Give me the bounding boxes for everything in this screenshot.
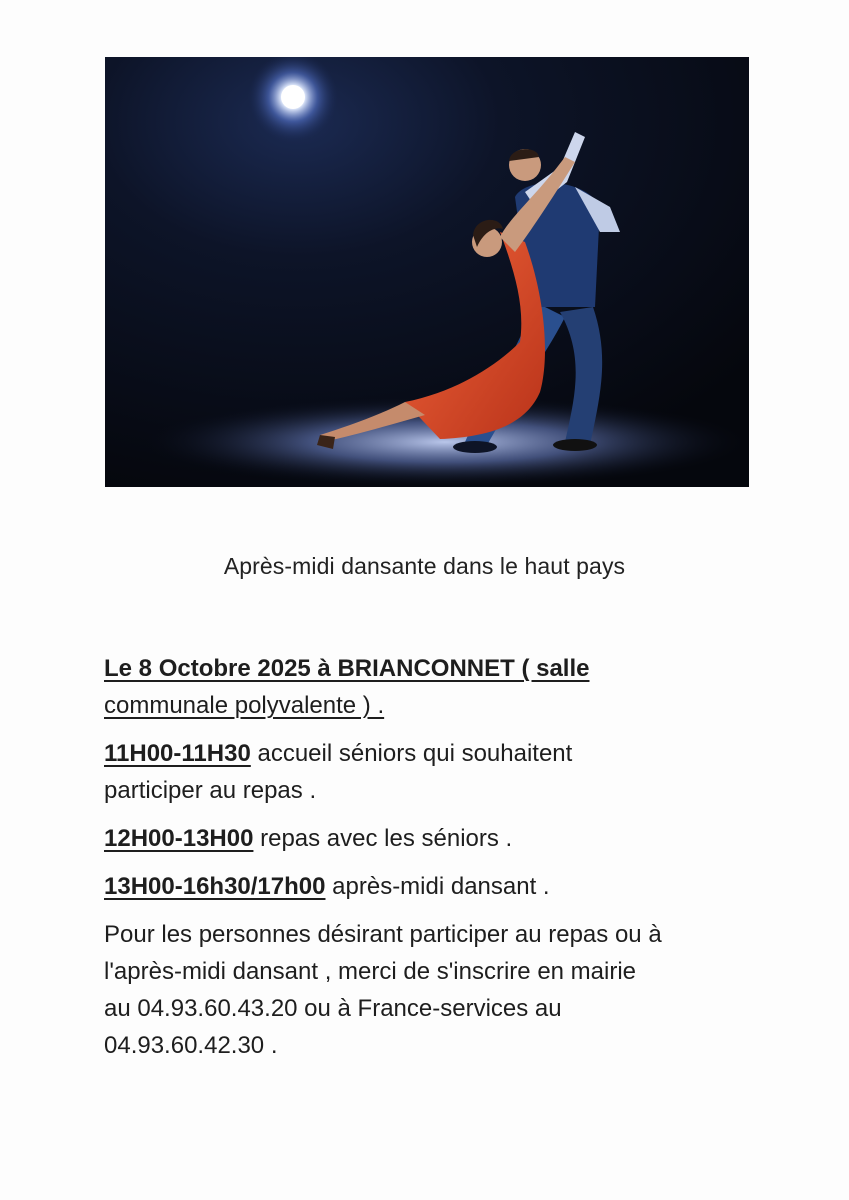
schedule-time: 13H00-16h30/17h00: [104, 873, 326, 900]
event-date: Le 8 Octobre 2025 à BRIANCONNET ( salle: [104, 655, 590, 682]
schedule-item: [104, 868, 794, 905]
schedule-time: 11H00-11H30: [104, 740, 251, 767]
contact-line: l'après-midi dansant , merci de s'inscrire en mairie: [104, 958, 637, 985]
schedule-item: [104, 735, 794, 809]
schedule-desc: repas avec les séniors .: [253, 825, 513, 852]
event-caption: Après-midi dansante dans le haut pays: [223, 553, 626, 579]
schedule-time: 12H00-13H00: [104, 825, 254, 852]
contact-info: [104, 916, 794, 1064]
schedule-item: [104, 820, 794, 857]
contact-line: Pour les personnes désirant participer au repas ou à: [104, 921, 662, 948]
event-date-location: [104, 650, 794, 724]
event-details: [104, 650, 794, 1075]
schedule-desc: après-midi dansant .: [325, 873, 550, 900]
schedule-desc: accueil séniors qui souhaitent: [250, 740, 573, 767]
event-venue: communale polyvalente ) .: [104, 692, 385, 719]
contact-line: au 04.93.60.43.20 ou à France-services au: [104, 995, 562, 1022]
tango-dancers-photo: [105, 57, 749, 487]
contact-line: 04.93.60.42.30 .: [104, 1032, 278, 1059]
schedule-desc-continued: participer au repas .: [104, 777, 317, 804]
